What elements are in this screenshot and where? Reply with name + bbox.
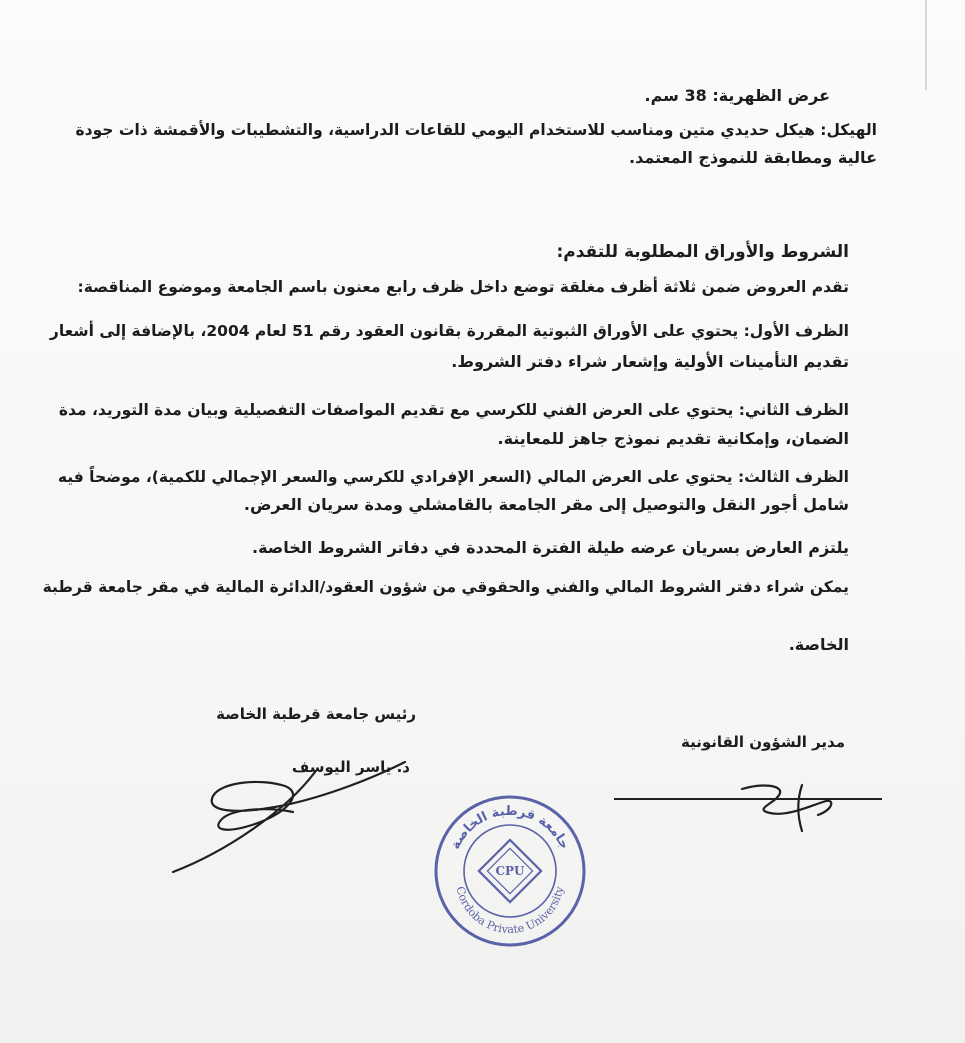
text-line-9: الضمان، وإمكانية تقديم نموذج جاهز للمعاينة. bbox=[497, 429, 849, 448]
legal-manager-signature-icon bbox=[612, 775, 887, 835]
text-line-1: عرض الظهرية: 38 سم. bbox=[644, 86, 830, 105]
text-line-13: يمكن شراء دفتر الشروط المالي والفني والحقوقي من شؤون العقود/الدائرة المالية في مقر جامعة قرطبة bbox=[42, 578, 849, 596]
text-line-7: تقديم التأمينات الأولية وإشعار شراء دفتر الشروط. bbox=[451, 352, 849, 371]
text-line-8: الظرف الثاني: يحتوي على العرض الفني للكرسي مع تقديم المواصفات التفصيلية وبيان مدة التوريد، مدة bbox=[58, 401, 849, 419]
page-edge bbox=[925, 0, 927, 90]
svg-text:جامعة قرطبة الخاصة: جامعة قرطبة الخاصة bbox=[448, 803, 572, 852]
text-line-12: يلتزم العارض بسريان عرضه طيلة الفترة المحددة في دفاتر الشروط الخاصة. bbox=[252, 538, 849, 557]
president-title: رئيس جامعة قرطبة الخاصة bbox=[216, 705, 416, 723]
text-line-3: عالية ومطابقة للنموذج المعتمد. bbox=[629, 148, 877, 167]
text-line-14: الخاصة. bbox=[788, 635, 849, 654]
text-line-2: الهيكل: هيكل حديدي متين ومناسب للاستخدام اليومي للقاعات الدراسية، والتشطيبات والأقمشة ذات جودة bbox=[75, 121, 877, 139]
section-heading: الشروط والأوراق المطلوبة للتقدم: bbox=[556, 242, 849, 262]
legal-manager-title: مدير الشؤون القانونية bbox=[680, 733, 845, 751]
svg-text:Cordoba Private University: Cordoba Private University bbox=[453, 885, 567, 937]
president-name: د. ياسر اليوسف bbox=[291, 758, 410, 776]
university-seal bbox=[432, 793, 588, 949]
seal-center-text: CPU bbox=[495, 864, 525, 878]
text-line-6: الظرف الأول: يحتوي على الأوراق الثبوتية المقررة بقانون العقود رقم 51 لعام 2004، بالإضافة إلى أشعار bbox=[49, 322, 849, 340]
text-line-10: الظرف الثالث: يحتوي على العرض المالي (السعر الإفرادي للكرسي والسعر الإجمالي للكمية)، موضحاً فيه bbox=[57, 468, 849, 486]
text-line-11: شامل أجور النقل والتوصيل إلى مقر الجامعة بالقامشلي ومدة سريان العرض. bbox=[243, 495, 849, 514]
text-line-5: تقدم العروض ضمن ثلاثة أظرف مغلقة توضع داخل ظرف رابع معنون باسم الجامعة وموضوع المناقصة: bbox=[77, 278, 849, 296]
president-signature-icon bbox=[165, 752, 415, 877]
